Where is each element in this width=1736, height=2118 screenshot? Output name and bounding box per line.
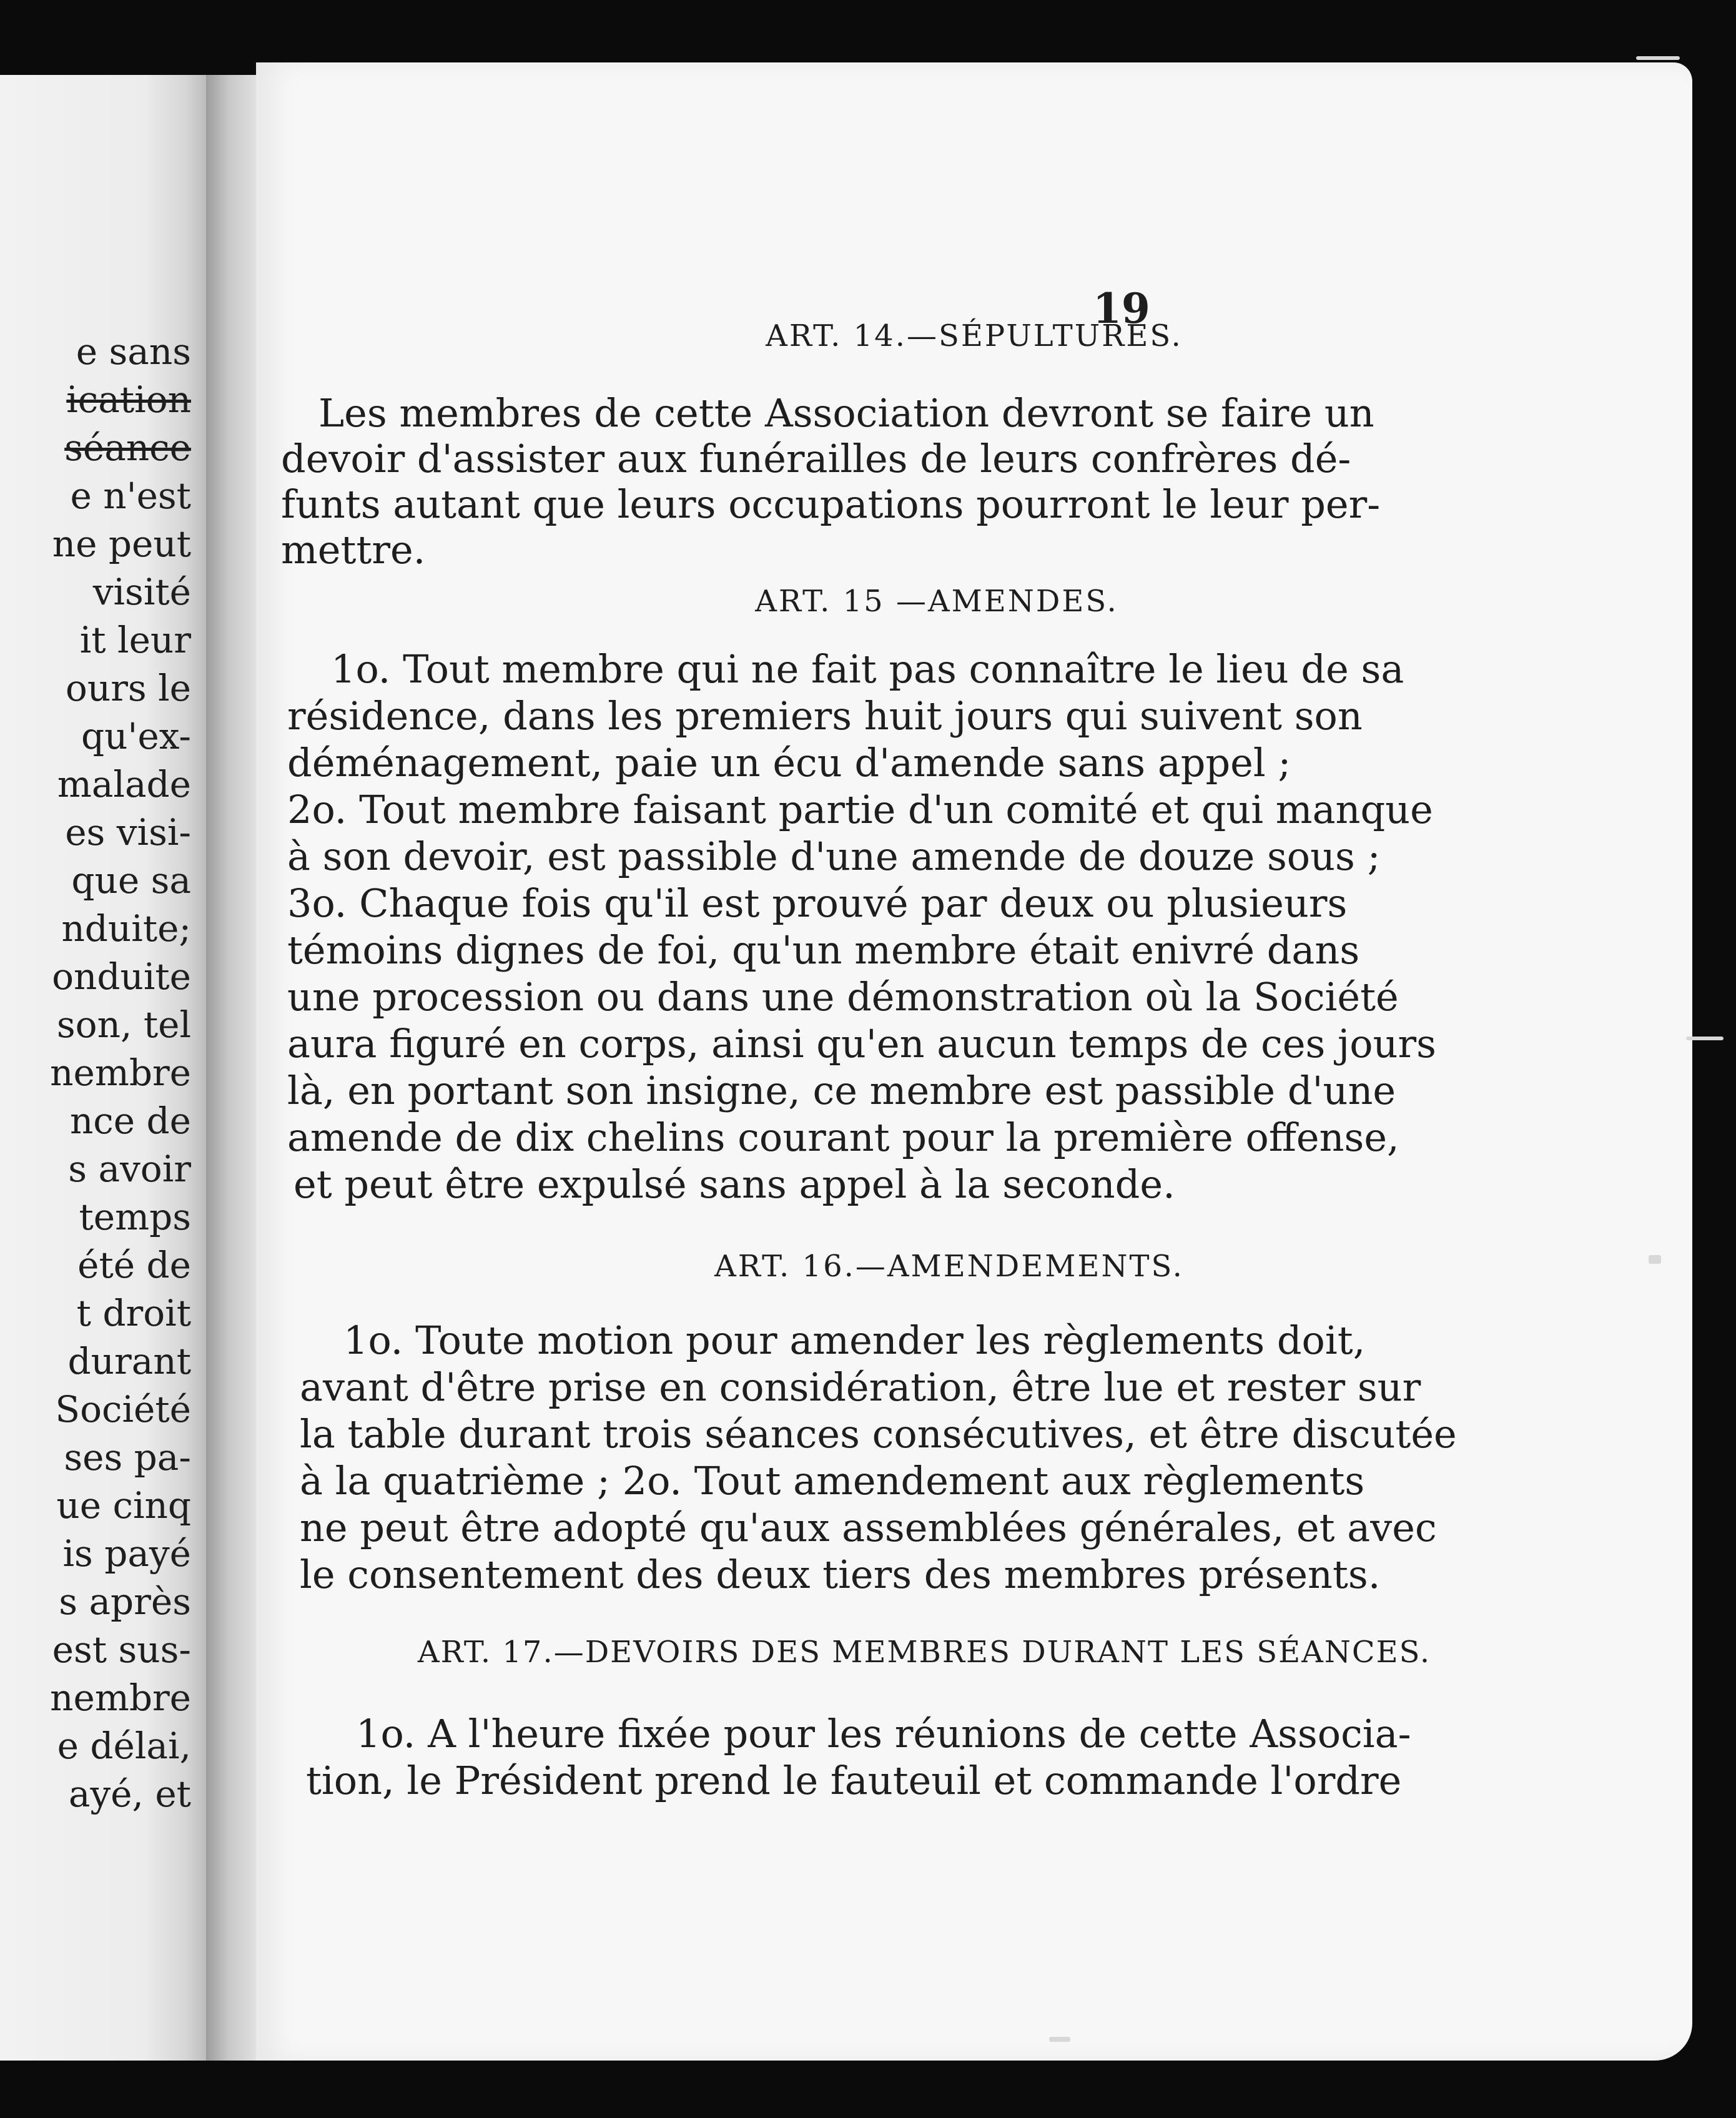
left-page-line: ne peut [52, 523, 191, 565]
body-line: là, en portant son insigne, ce membre est passible d'une [287, 1068, 1396, 1113]
left-page-line: s avoir [68, 1148, 191, 1190]
left-page-line: e délai, [57, 1725, 191, 1767]
body-line: Les membres de cette Association devront se faire un [318, 390, 1374, 436]
body-line: 3o. Chaque fois qu'il est prouvé par deux ou plusieurs [287, 880, 1348, 926]
left-page-line: malade [57, 763, 191, 805]
body-line: avant d'être prise en considération, être lue et rester sur [300, 1364, 1421, 1410]
left-page-line: ours le [65, 667, 191, 709]
left-page-line: qu'ex- [81, 715, 191, 757]
scan-dust [1049, 2037, 1070, 2042]
body-line: 2o. Tout membre faisant partie d'un comité et qui manque [287, 787, 1433, 832]
scan-dust [1686, 1037, 1724, 1040]
left-page-line: temps [79, 1196, 191, 1238]
left-page-line: nembre [50, 1677, 191, 1719]
body-line: à la quatrième ; 2o. Tout amendement aux règlements [300, 1458, 1365, 1504]
left-page-line: es visi- [65, 811, 191, 854]
section-heading: ART. 15 —AMENDES. [755, 584, 1118, 619]
body-line: 1o. A l'heure fixée pour les réunions de cette Associa- [356, 1711, 1411, 1756]
left-page-line: été de [77, 1244, 191, 1286]
body-line: une procession ou dans une démonstration où la Société [287, 974, 1399, 1020]
section-heading: ART. 17.—DEVOIRS DES MEMBRES DURANT LES SÉANCES. [417, 1635, 1431, 1670]
left-page-line: nembre [50, 1052, 191, 1094]
body-line: devoir d'assister aux funérailles de leurs confrères dé- [281, 436, 1351, 481]
right-page [256, 62, 1692, 2061]
left-page-line: son, tel [56, 1003, 191, 1046]
left-page-line: it leur [79, 619, 191, 661]
scan-dust [1636, 56, 1680, 60]
left-page-line: ication [66, 378, 191, 421]
left-page-line: séance [64, 426, 191, 469]
body-line: et peut être expulsé sans appel à la seconde. [293, 1161, 1175, 1207]
body-line: aura figuré en corps, ainsi qu'en aucun temps de ces jours [287, 1021, 1436, 1066]
body-line: ne peut être adopté qu'aux assemblées générales, et avec [300, 1505, 1437, 1550]
section-heading: ART. 16.—AMENDEMENTS. [714, 1249, 1184, 1284]
left-page-line: ue cinq [56, 1484, 191, 1527]
left-page-line: is payé [62, 1532, 191, 1575]
left-page-line: nduite; [61, 907, 191, 950]
left-page-line: ayé, et [68, 1773, 191, 1815]
body-line: déménagement, paie un écu d'amende sans appel ; [287, 740, 1291, 786]
body-line: la table durant trois séances consécutives, et être discutée [300, 1411, 1457, 1457]
book-gutter [206, 75, 262, 2061]
body-line: témoins dignes de foi, qu'un membre était enivré dans [287, 927, 1360, 973]
body-line: amende de dix chelins courant pour la première offense, [287, 1115, 1399, 1160]
body-line: funts autant que leurs occupations pourront le leur per- [281, 481, 1381, 527]
left-page-line: ses pa- [64, 1436, 191, 1479]
left-page-line: onduite [52, 955, 191, 998]
body-line: 1o. Tout membre qui ne fait pas connaître le lieu de sa [331, 646, 1404, 692]
page-number: 19 [1093, 284, 1150, 333]
left-page-line: durant [67, 1340, 191, 1382]
left-page-line: e sans [76, 330, 191, 373]
left-page-line: t droit [76, 1292, 191, 1334]
left-page-line: nce de [69, 1100, 191, 1142]
left-page-line: que sa [71, 859, 191, 902]
body-line: 1o. Toute motion pour amender les règlements doit, [343, 1318, 1366, 1363]
left-page-line: s après [59, 1580, 191, 1623]
body-line: le consentement des deux tiers des membres présents. [300, 1552, 1381, 1597]
left-page-line: e n'est [70, 475, 191, 517]
body-line: résidence, dans les premiers huit jours qui suivent son [287, 693, 1363, 739]
body-line: tion, le Président prend le fauteuil et commande l'ordre [306, 1758, 1402, 1803]
section-heading: ART. 14.—SÉPULTURES. [766, 318, 1183, 353]
body-line: mettre. [281, 527, 426, 573]
left-page-line: Société [55, 1388, 191, 1431]
left-page-line: est sus- [52, 1628, 191, 1671]
scan-dust [1649, 1255, 1661, 1264]
left-page-line: visité [92, 571, 191, 613]
left-page [0, 75, 206, 2061]
body-line: à son devoir, est passible d'une amende de douze sous ; [287, 834, 1381, 879]
